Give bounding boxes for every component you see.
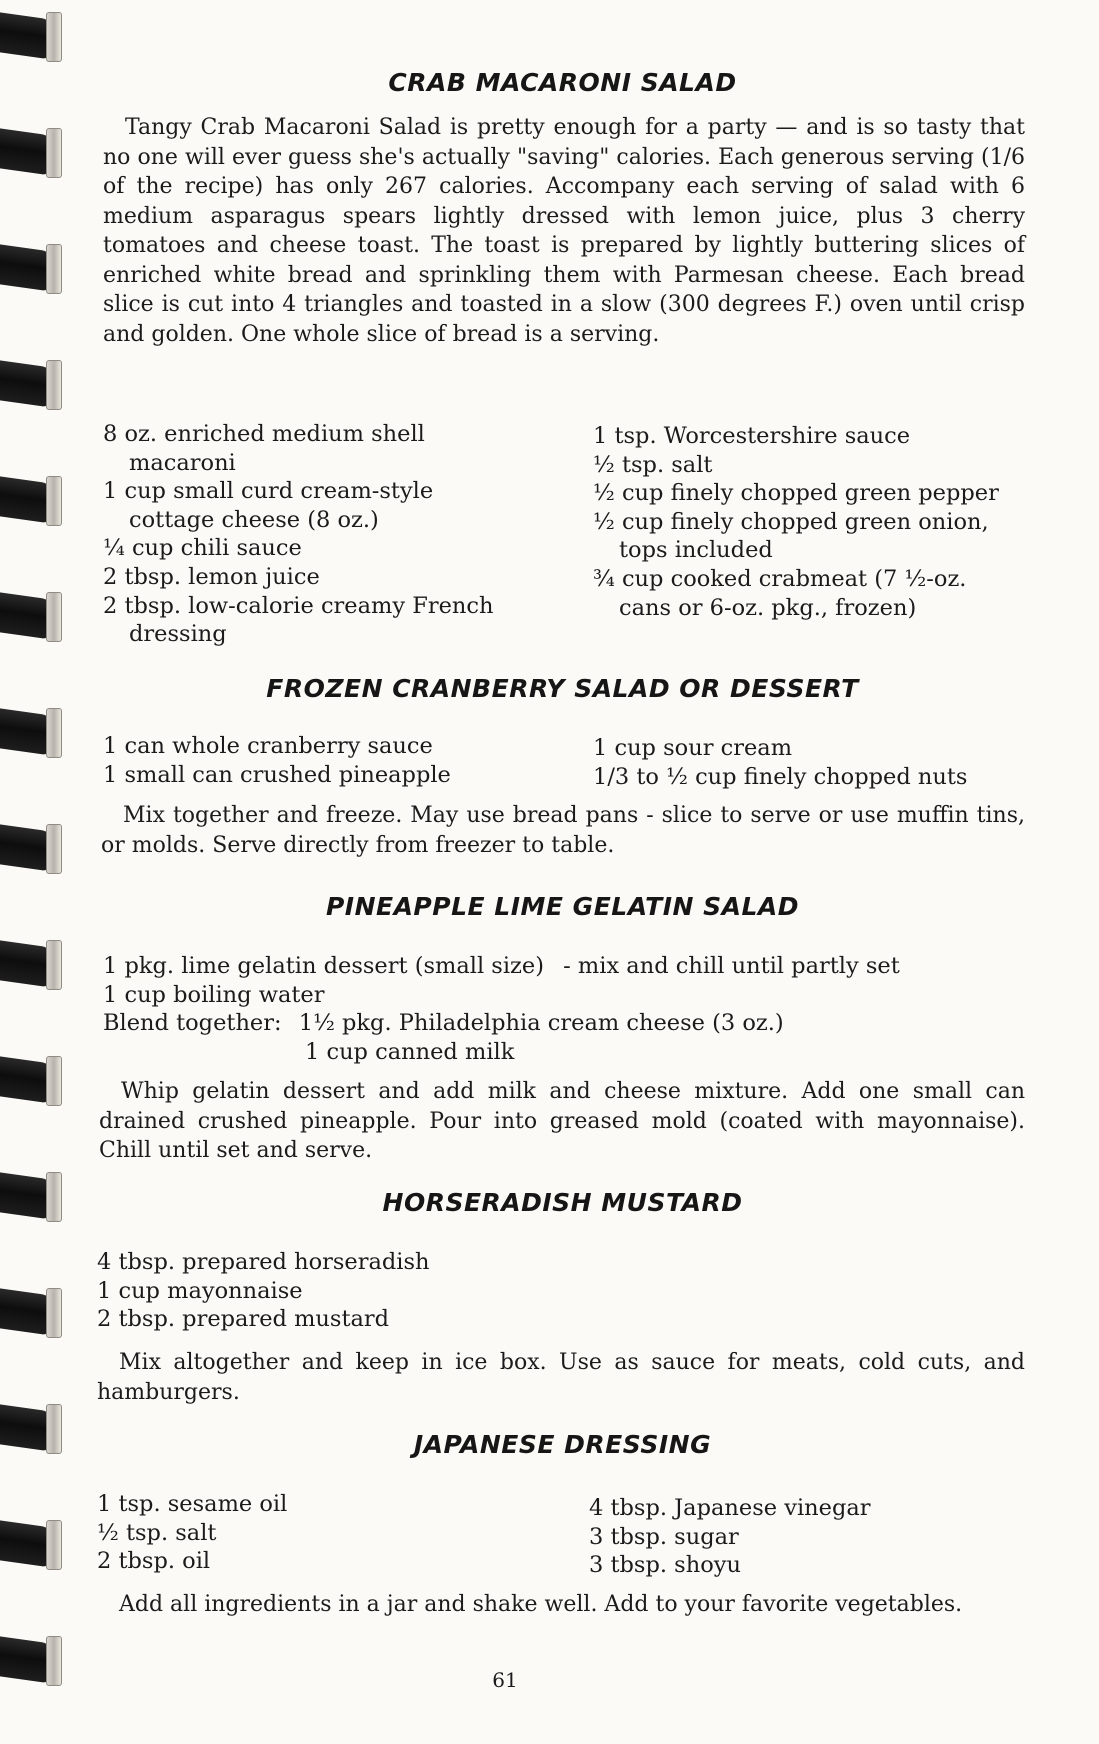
binding-ring (0, 818, 62, 876)
ingredient: 1/3 to ½ cup finely chopped nuts (593, 763, 968, 790)
blend-line (103, 1009, 1033, 1038)
ingredients-right (593, 734, 1023, 791)
binding-ring (0, 238, 62, 296)
recipe-title-horseradish-mustard: HORSERADISH MUSTARD (382, 1188, 743, 1217)
ingredient: 1 cup small curd cream-style cottage cheese (8 oz.) (103, 478, 434, 533)
page-number: 61 (492, 1668, 518, 1692)
recipe-title-pineapple-lime: PINEAPPLE LIME GELATIN SALAD (325, 892, 800, 921)
ingredient: ½ cup finely chopped green pepper (593, 480, 999, 507)
ingredients-left (103, 732, 543, 789)
ingredient: 2 tbsp. prepared mustard (97, 1306, 390, 1333)
binding-ring (0, 122, 62, 180)
ingredient: 4 tbsp. Japanese vinegar (589, 1495, 871, 1521)
ingredient: 3 tbsp. sugar (589, 1523, 739, 1550)
binding-ring (0, 1050, 62, 1108)
ingredient: 8 oz. enriched medium shell macaroni (103, 421, 425, 476)
ingredient: 1 cup sour cream (593, 735, 793, 761)
binding-ring (0, 6, 62, 64)
spiral-binding (0, 0, 75, 1744)
ingredient: 2 tbsp. oil (97, 1548, 211, 1575)
ingredient: 1 small can crushed pineapple (103, 761, 451, 788)
binding-ring (0, 1282, 62, 1340)
ingredients-left (97, 1490, 537, 1576)
ingredient: ¾ cup cooked crabmeat (7 ½-oz. cans or 6-oz. pkg., frozen) (593, 565, 967, 621)
ingredient: 1 tsp. sesame oil (97, 1491, 288, 1517)
ingredient: ½ tsp. salt (593, 451, 713, 478)
gelatin-ingredients (103, 952, 1033, 1066)
binding-ring (0, 702, 62, 760)
binding-ring (0, 586, 62, 644)
ingredient-note: - mix and chill until partly set (563, 953, 900, 979)
ingredient: 1½ pkg. Philadelphia cream cheese (3 oz.) (298, 1010, 784, 1037)
ingredient: 1 pkg. lime gelatin dessert (small size) (103, 953, 545, 979)
ingredients-left (103, 420, 523, 649)
recipe-directions: Whip gelatin dessert and add milk and cheese mixture. Add one small can drained crushed pineapple. Pour into greased mold (coated with mayonnaise). Chill until set and serve. (99, 1079, 1025, 1163)
ingredient: 2 tbsp. low-calorie creamy French dressing (103, 592, 494, 648)
ingredient: 1 cup canned milk (305, 1038, 515, 1065)
ingredient-line (103, 952, 1033, 981)
binding-ring (0, 1398, 62, 1456)
recipe-title-frozen-cranberry: FROZEN CRANBERRY SALAD OR DESSERT (266, 674, 859, 703)
recipe-intro: Tangy Crab Macaroni Salad is pretty enough for a party — and is so tasty that no one will ever guess she's actually "saving" calories. Each generous serving (1/6 of the recipe) has only 267 calories. Accompany each serving of salad with 6 medium asparagus spears lightly dressed with lemon juice, plus 3 cherry tomatoes and cheese toast. The toast is prepared by lightly buttering slices of enriched white bread and sprinkling them with Parmesan cheese. Each bread slice is cut into 4 triangles and toasted in a slow (300 degrees F.) oven until crisp and golden. One whole slice of bread is a serving. (103, 115, 1025, 347)
ingredients-right (589, 1494, 1019, 1580)
ingredient: 3 tbsp. shoyu (589, 1552, 741, 1579)
ingredient: 1 cup mayonnaise (97, 1277, 303, 1304)
ingredient: 4 tbsp. prepared horseradish (97, 1249, 430, 1275)
ingredient: 1 cup boiling water (103, 981, 325, 1008)
binding-ring (0, 470, 62, 528)
ingredient: 1 tsp. Worcestershire sauce (593, 423, 911, 449)
recipe-directions: Mix altogether and keep in ice box. Use as sauce for meats, cold cuts, and hamburgers. (97, 1350, 1025, 1405)
binding-ring (0, 354, 62, 412)
ingredient: 2 tbsp. lemon juice (103, 563, 320, 590)
blend-label: Blend together: (103, 1010, 282, 1037)
recipe-directions: Mix together and freeze. May use bread pans - slice to serve or use muffin tins, or molds. Serve directly from freezer to table. (101, 803, 1025, 858)
recipe-title-crab-macaroni-salad: CRAB MACARONI SALAD (388, 68, 737, 97)
binding-ring (0, 1514, 62, 1572)
recipe-title-japanese-dressing: JAPANESE DRESSING (413, 1430, 712, 1459)
ingredients (97, 1248, 597, 1334)
binding-ring (0, 934, 62, 992)
ingredient: ½ cup finely chopped green onion, tops included (593, 508, 989, 564)
ingredient: 1 can whole cranberry sauce (103, 733, 433, 759)
recipe-directions: Add all ingredients in a jar and shake well. Add to your favorite vegetables. (119, 1592, 963, 1617)
ingredient: ¼ cup chili sauce (103, 535, 302, 562)
ingredient: ½ tsp. salt (97, 1519, 217, 1546)
binding-ring (0, 1166, 62, 1224)
ingredients-right (593, 422, 1023, 622)
